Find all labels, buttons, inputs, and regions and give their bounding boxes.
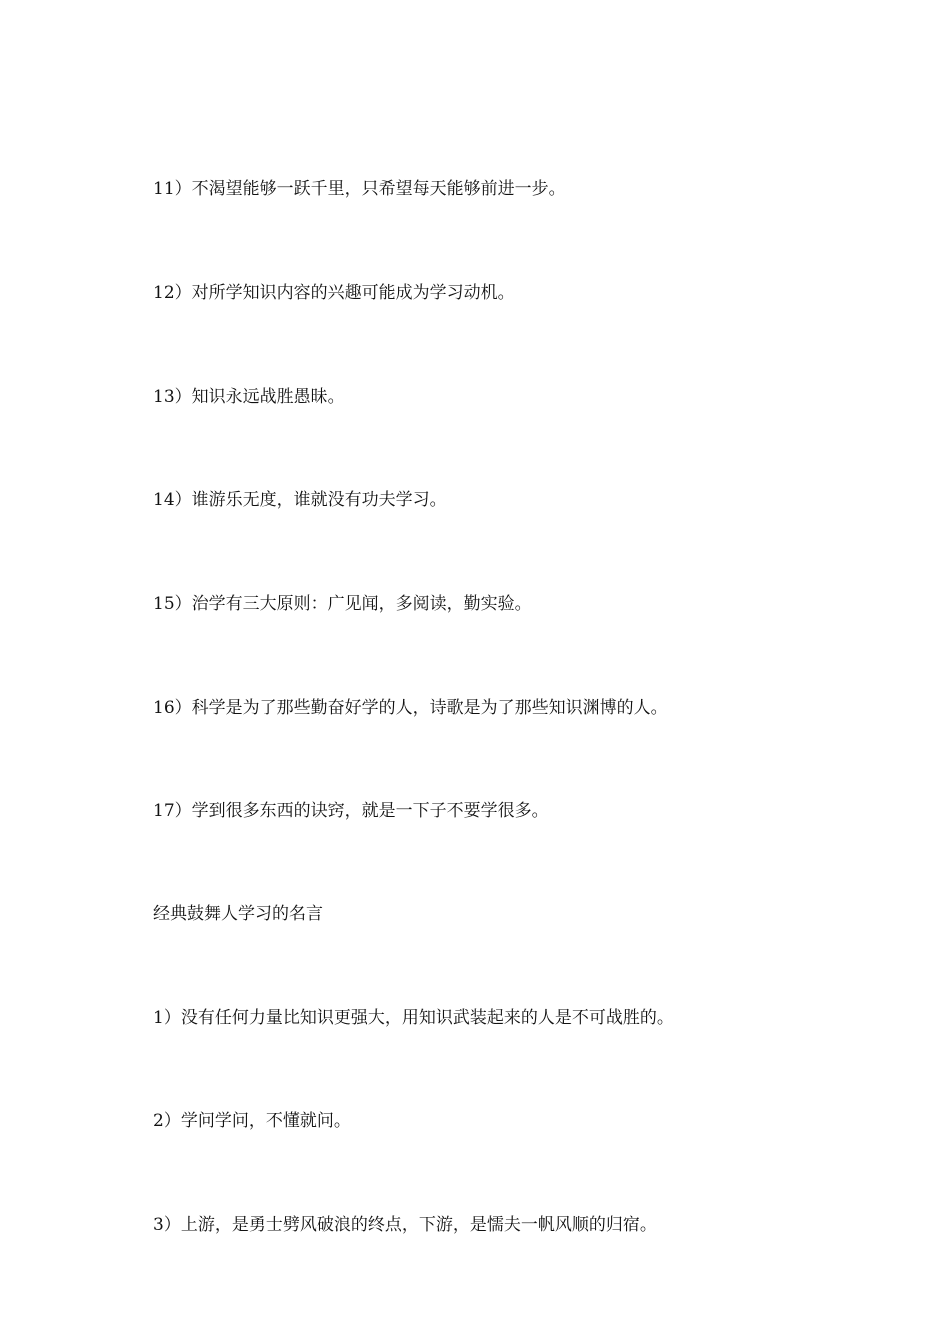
quote-line-11: 11）不渴望能够一跃千里，只希望每天能够前进一步。 — [153, 179, 566, 199]
quote-line-17: 17）学到很多东西的诀窍，就是一下子不要学很多。 — [153, 801, 549, 821]
quote-line-14: 14）谁游乐无度，谁就没有功夫学习。 — [153, 490, 447, 510]
quote-line-12: 12）对所学知识内容的兴趣可能成为学习动机。 — [153, 283, 515, 303]
quote-line-2: 2）学问学问，不懂就问。 — [153, 1111, 351, 1131]
quote-line-15: 15）治学有三大原则：广见闻，多阅读，勤实验。 — [153, 594, 532, 614]
quote-line-16: 16）科学是为了那些勤奋好学的人，诗歌是为了那些知识渊博的人。 — [153, 698, 668, 718]
quote-line-3: 3）上游，是勇士劈风破浪的终点，下游，是懦夫一帆风顺的归宿。 — [153, 1215, 657, 1235]
quote-line-1: 1）没有任何力量比知识更强大，用知识武装起来的人是不可战胜的。 — [153, 1008, 674, 1028]
section-heading: 经典鼓舞人学习的名言 — [153, 904, 323, 924]
quote-line-13: 13）知识永远战胜愚昧。 — [153, 387, 345, 407]
